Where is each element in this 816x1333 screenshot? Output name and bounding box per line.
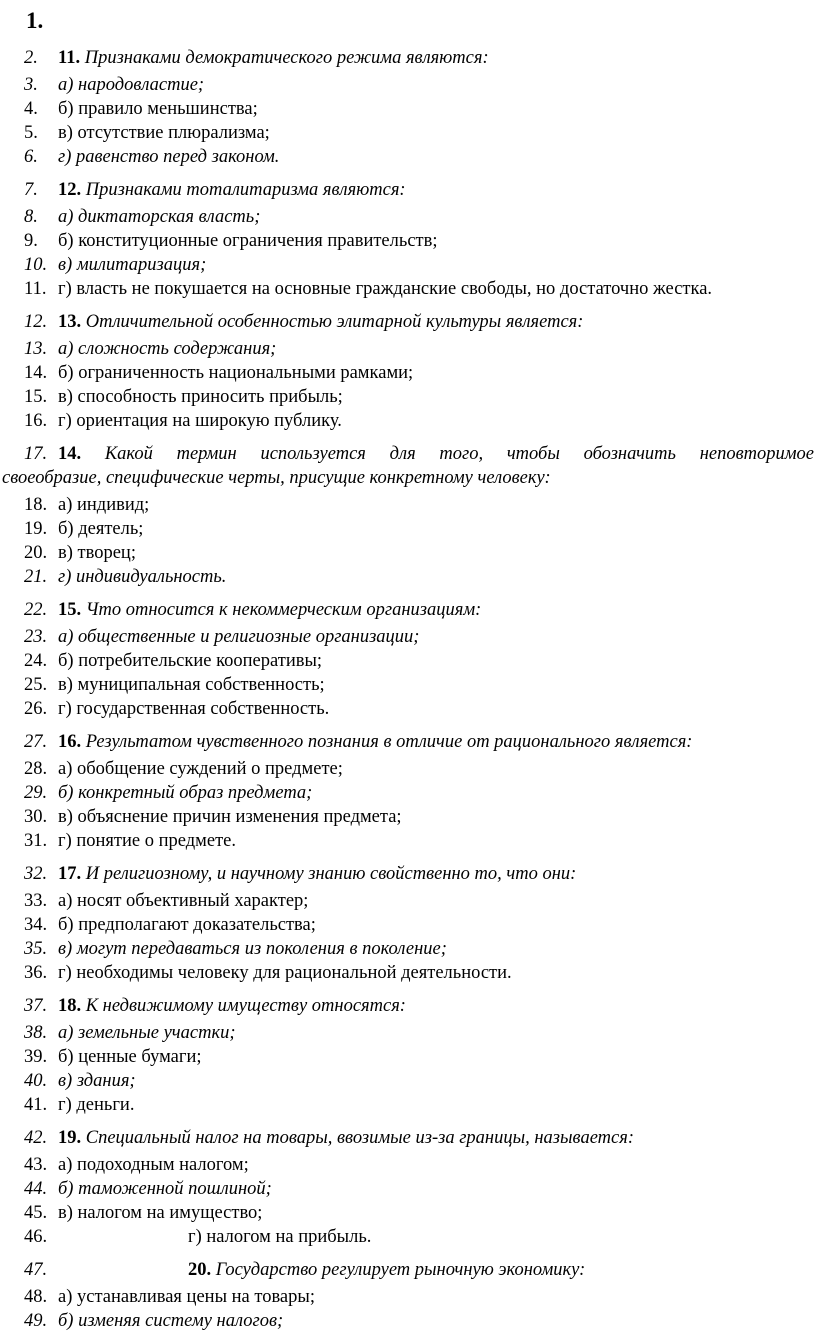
item-number: 20. [24, 543, 48, 563]
answer-text: г) необходимы человеку для рациональной деятельности. [58, 963, 512, 983]
item-number: 11. [24, 279, 47, 299]
question-text-line1: Какой термин используется для того, чтобы обозначить неповторимое [81, 444, 814, 464]
question-number: 17. [58, 864, 82, 884]
question-wording: Что относится к некоммерческим организациям: [81, 600, 482, 620]
answer-text: г) налогом на прибыль. [188, 1227, 372, 1247]
item-number: 15. [24, 387, 48, 407]
answer-text: а) подоходным налогом; [58, 1155, 249, 1175]
item-number: 3. [24, 75, 38, 95]
question-number: 20. [188, 1260, 212, 1280]
item-number: 5. [24, 123, 38, 143]
answer-text: в) способность приносить прибыль; [58, 387, 343, 407]
item-number: 21. [24, 567, 48, 587]
answer-text: б) конкретный образ предмета; [58, 783, 313, 803]
list-heading: 1. [26, 8, 44, 33]
answer-text: б) правило меньшинства; [58, 99, 258, 119]
question-wording: И религиозному, и научному знанию свойственно то, что они: [81, 864, 577, 884]
answer-text: б) таможенной пошлиной; [58, 1179, 272, 1199]
answer-text: а) сложность содержания; [58, 339, 277, 359]
question-number: 18. [58, 996, 82, 1016]
question-number: 14. [58, 444, 82, 464]
answer-text: а) диктаторская власть; [58, 207, 261, 227]
question-text [58, 862, 576, 886]
answer-text: г) власть не покушается на основные гражданские свободы, но достаточно жестка. [58, 279, 713, 299]
item-number: 16. [24, 411, 48, 431]
question-number: 19. [58, 1128, 82, 1148]
item-number: 48. [24, 1287, 48, 1307]
item-number: 18. [24, 495, 48, 515]
question-wording: Государство регулирует рыночную экономику: [211, 1260, 586, 1280]
question-wording: Признаками тоталитаризма являются: [81, 180, 406, 200]
question-wording: Специальный налог на товары, ввозимые из-за границы, называется: [81, 1128, 635, 1148]
answer-text: г) деньги. [58, 1095, 135, 1115]
item-number: 24. [24, 651, 48, 671]
answer-text: а) земельные участки; [58, 1023, 236, 1043]
item-number: 8. [24, 207, 38, 227]
answer-text: в) творец; [58, 543, 136, 563]
answer-text: а) обобщение суждений о предмете; [58, 759, 343, 779]
question-number: 11. [58, 48, 81, 68]
answer-text: б) изменяя систему налогов; [58, 1311, 284, 1331]
question-number: 15. [58, 600, 82, 620]
answer-text: в) могут передаваться из поколения в поколение; [58, 939, 447, 959]
answer-text: г) понятие о предмете. [58, 831, 236, 851]
item-number: 43. [24, 1155, 48, 1175]
item-number: 2. [24, 48, 38, 68]
item-number: 23. [24, 627, 48, 647]
item-number: 22. [24, 600, 48, 620]
answer-text: г) индивидуальность. [58, 567, 227, 587]
item-number: 13. [24, 339, 48, 359]
answer-text: б) конституционные ограничения правительств; [58, 231, 438, 251]
question-text [58, 730, 692, 754]
item-number: 9. [24, 231, 38, 251]
item-number: 49. [24, 1311, 48, 1331]
item-number: 27. [24, 732, 48, 752]
answer-text: а) индивид; [58, 495, 150, 515]
answer-text: г) государственная собственность. [58, 699, 330, 719]
item-number: 17. [24, 444, 48, 464]
answer-text: г) равенство перед законом. [58, 147, 280, 167]
item-number: 28. [24, 759, 48, 779]
item-number: 41. [24, 1095, 48, 1115]
answer-text: в) милитаризация; [58, 255, 207, 275]
item-number: 7. [24, 180, 38, 200]
question-text [58, 310, 583, 334]
item-number: 10. [24, 255, 48, 275]
question-text [58, 598, 481, 622]
answer-text: в) здания; [58, 1071, 136, 1091]
question-text [58, 178, 406, 202]
answer-text: б) деятель; [58, 519, 144, 539]
item-number: 32. [24, 864, 48, 884]
item-number: 34. [24, 915, 48, 935]
answer-text: б) ограниченность национальными рамками; [58, 363, 414, 383]
answer-text: в) муниципальная собственность; [58, 675, 325, 695]
item-number: 19. [24, 519, 48, 539]
question-wording: Отличительной особенностью элитарной культуры является: [81, 312, 584, 332]
question-wording: Признаками демократического режима являются: [80, 48, 489, 68]
item-number: 4. [24, 99, 38, 119]
item-number: 39. [24, 1047, 48, 1067]
item-number: 6. [24, 147, 38, 167]
item-number: 12. [24, 312, 48, 332]
answer-text: б) потребительские кооперативы; [58, 651, 323, 671]
item-number: 40. [24, 1071, 48, 1091]
question-text [58, 994, 406, 1018]
item-number: 35. [24, 939, 48, 959]
item-number: 26. [24, 699, 48, 719]
item-number: 25. [24, 675, 48, 695]
item-number: 36. [24, 963, 48, 983]
question-number: 13. [58, 312, 82, 332]
answer-text: а) носят объективный характер; [58, 891, 309, 911]
question-text [58, 46, 489, 70]
item-number: 47. [24, 1260, 48, 1280]
answer-text: в) объяснение причин изменения предмета; [58, 807, 402, 827]
item-number: 42. [24, 1128, 48, 1148]
answer-text: в) отсутствие плюрализма; [58, 123, 270, 143]
item-number: 31. [24, 831, 48, 851]
question-wording: К недвижимому имуществу относятся: [81, 996, 406, 1016]
item-number: 33. [24, 891, 48, 911]
question-wording: Результатом чувственного познания в отличие от рационального является: [81, 732, 693, 752]
answer-text: а) устанавливая цены на товары; [58, 1287, 315, 1307]
answer-text: г) ориентация на широкую публику. [58, 411, 342, 431]
question-text [58, 1126, 634, 1150]
item-number: 37. [24, 996, 48, 1016]
question-text [188, 1258, 585, 1282]
item-number: 38. [24, 1023, 48, 1043]
item-number: 45. [24, 1203, 48, 1223]
answer-text: а) общественные и религиозные организации; [58, 627, 420, 647]
answer-text: в) налогом на имущество; [58, 1203, 263, 1223]
item-number: 30. [24, 807, 48, 827]
item-number: 44. [24, 1179, 48, 1199]
answer-text: а) народовластие; [58, 75, 205, 95]
item-number: 14. [24, 363, 48, 383]
answer-text: б) ценные бумаги; [58, 1047, 202, 1067]
answer-text: б) предполагают доказательства; [58, 915, 316, 935]
item-number: 46. [24, 1227, 48, 1247]
question-text-line2: своеобразие, специфические черты, присущие конкретному человеку: [2, 468, 551, 488]
question-number: 16. [58, 732, 82, 752]
question-text [58, 442, 814, 466]
item-number: 29. [24, 783, 48, 803]
question-number: 12. [58, 180, 82, 200]
